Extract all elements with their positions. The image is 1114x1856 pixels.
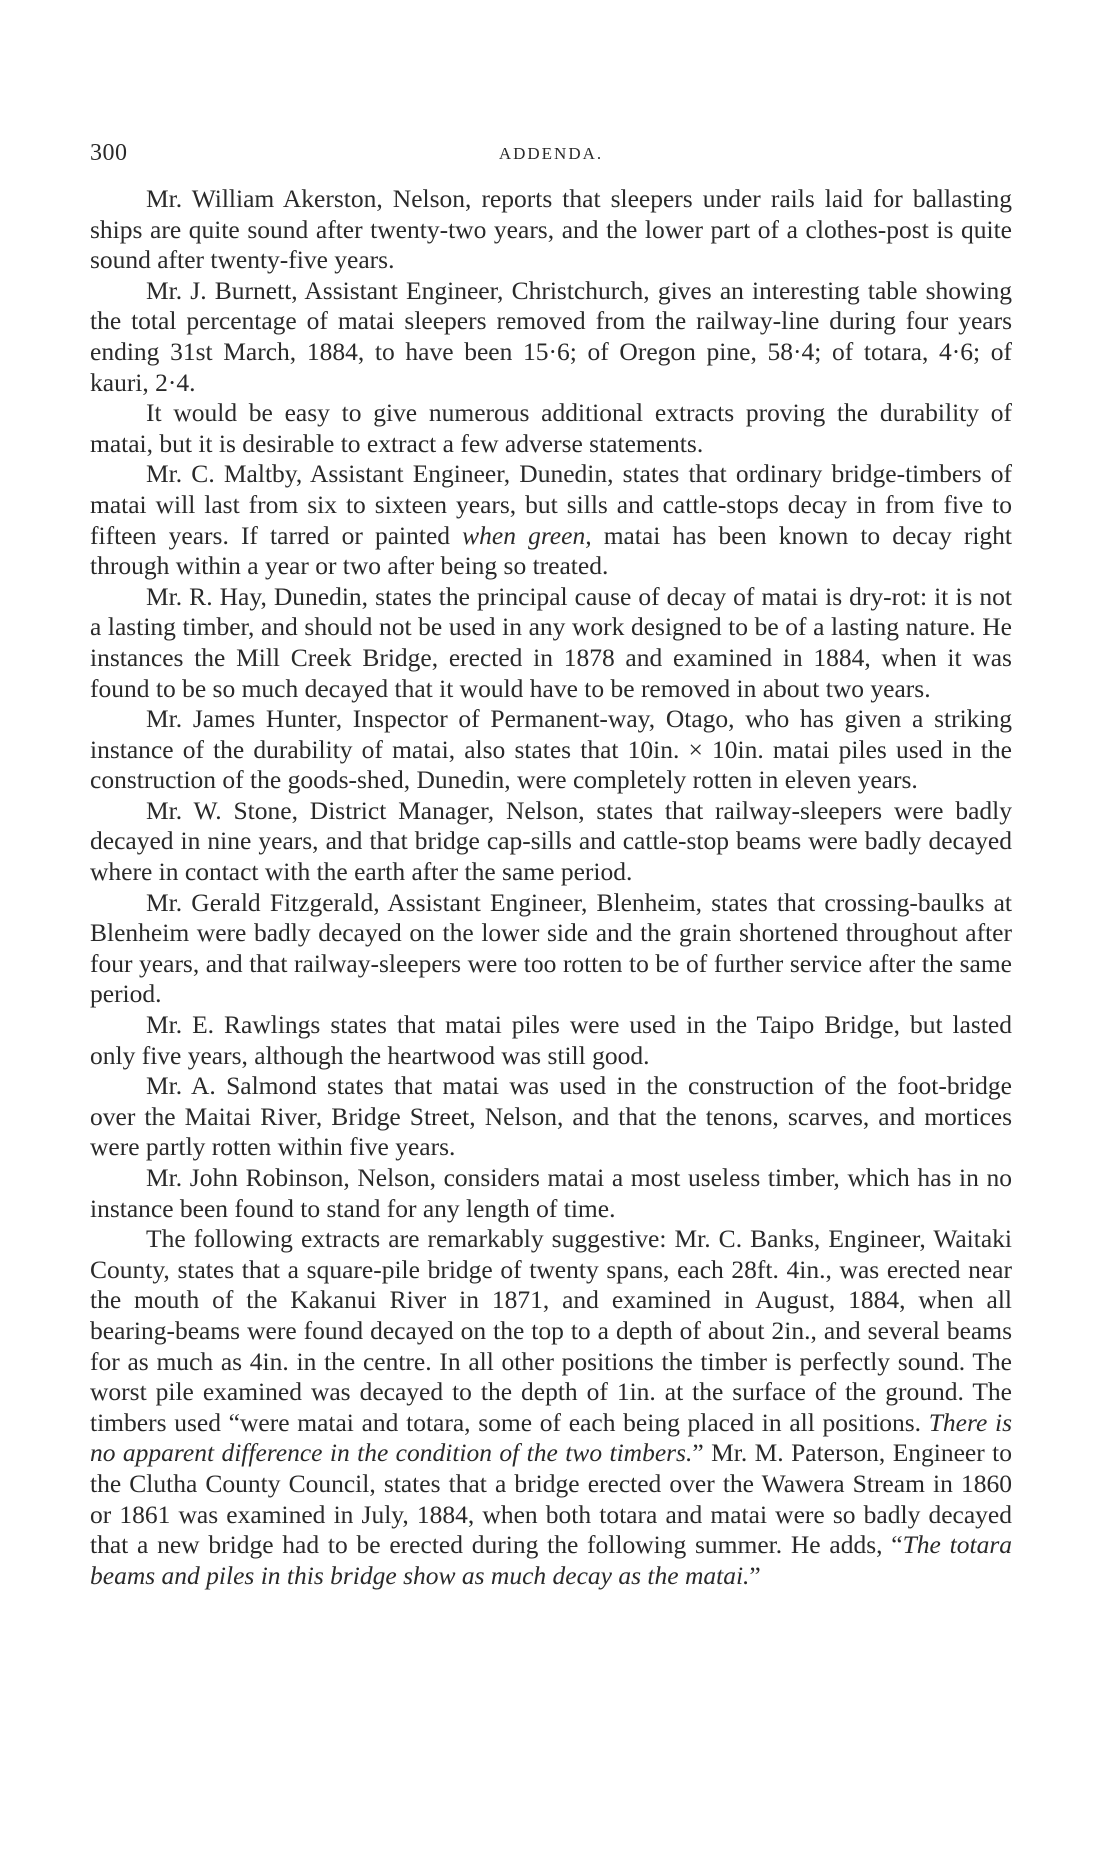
paragraph-fitzgerald: Mr. Gerald Fitzgerald, Assistant Engineer, Blenheim, states that crossing-baulks at Blenheim were badly decayed on the lower side and the grain shortened throughout after four years, and that railway-sleepers were too rotten to be of further service after the same period.: [90, 887, 1012, 1009]
paragraph-hunter: Mr. James Hunter, Inspector of Permanent-way, Otago, who has given a striking instance of the durability of matai, also states that 10in. × 10in. matai piles used in the construction of the goods-shed, Dunedin, were completely rotten in eleven years.: [90, 704, 1012, 795]
document-page: [90, 140, 1012, 1820]
paterson-text-middle: ” Mr. M. Paterson, Engineer to the Clutha County Council, states that a bridge erected over the Wawera Stream in 1860 or 1861 was examined in July, 1884, when both totara and matai were so badly decayed that a new bridge had to be erected during the following summer. He adds, “: [90, 1438, 1012, 1560]
maltby-text-before: Mr. C. Maltby, Assistant Engineer, Dunedin, states that ordinary bridge-timbers of matai will last from six to sixteen years, but sills and cattle-stops decay in from five to fifteen years. If tarred or painted: [90, 459, 1012, 550]
paragraph-akerston: Mr. William Akerston, Nelson, reports that sleepers under rails laid for ballasting ships are quite sound after twenty-two years, and the lower part of a clothes-post is quite sound after twenty-five years.: [90, 184, 1012, 275]
maltby-italic-phrase: when green,: [462, 520, 592, 550]
page-header: [90, 140, 1012, 176]
paterson-italic-quote: The totara beams and piles in this bridge show as much decay as the matai.: [90, 1530, 1012, 1590]
paragraph-robinson: Mr. John Robinson, Nelson, considers matai a most useless timber, which has in no instance been found to stand for any length of time.: [90, 1163, 1012, 1223]
paragraph-durability-intro: It would be easy to give numerous additional extracts proving the durability of matai, but it is desirable to extract a few adverse statements.: [90, 398, 1012, 458]
paragraph-banks-paterson: [90, 1224, 1012, 1591]
paragraph-burnett: Mr. J. Burnett, Assistant Engineer, Christchurch, gives an interesting table showing the total percentage of matai sleepers removed from the railway-line during four years ending 31st March, 1884, to have been 15·6; of Oregon pine, 58·4; of totara, 4·6; of kauri, 2·4.: [90, 275, 1012, 397]
paragraph-salmond: Mr. A. Salmond states that matai was used in the construction of the foot-bridge over the Maitai River, Bridge Street, Nelson, and that the tenons, scarves, and mortices were partly rotten within five years.: [90, 1071, 1012, 1162]
banks-text-before: The following extracts are remarkably suggestive: Mr. C. Banks, Engineer, Waitaki County, states that a square-pile bridge of twenty spans, each 28ft. 4in., was erected near the mouth of the Kakanui River in 1871, and examined in August, 1884, when all bearing-beams were found decayed on the top to a depth of about 2in., and several beams for as much as 4in. in the centre. In all other positions the timber is perfectly sound. The worst pile examined was decayed to the depth of 1in. at the surface of the ground. The timbers used “were matai and totara, some of each being placed in all positions.: [90, 1224, 1012, 1437]
paragraph-stone: Mr. W. Stone, District Manager, Nelson, states that railway-sleepers were badly decayed in nine years, and that bridge cap-sills and cattle-stop beams were badly decayed where in contact with the earth after the same period.: [90, 795, 1012, 887]
running-head: ADDENDA.: [498, 144, 604, 163]
paragraph-maltby: [90, 459, 1012, 581]
paterson-text-after: ”: [749, 1560, 761, 1590]
banks-italic-phrase: There is no apparent difference in the condition of the two timbers.: [90, 1407, 1012, 1468]
maltby-text-after: matai has been known to decay right through within a year or two after being so treated.: [90, 520, 1012, 581]
page-number: 300: [90, 140, 128, 166]
paragraph-hay: Mr. R. Hay, Dunedin, states the principal cause of decay of matai is dry-rot: it is not a lasting timber, and should not be used in any work designed to be of a lasting nature. He instances the Mill Creek Bridge, erected in 1878 and examined in 1884, when it was found to be so much decayed that it would have to be removed in about two years.: [90, 581, 1012, 703]
paragraph-rawlings: Mr. E. Rawlings states that matai piles were used in the Taipo Bridge, but lasted only five years, although the heartwood was still good.: [90, 1010, 1012, 1070]
